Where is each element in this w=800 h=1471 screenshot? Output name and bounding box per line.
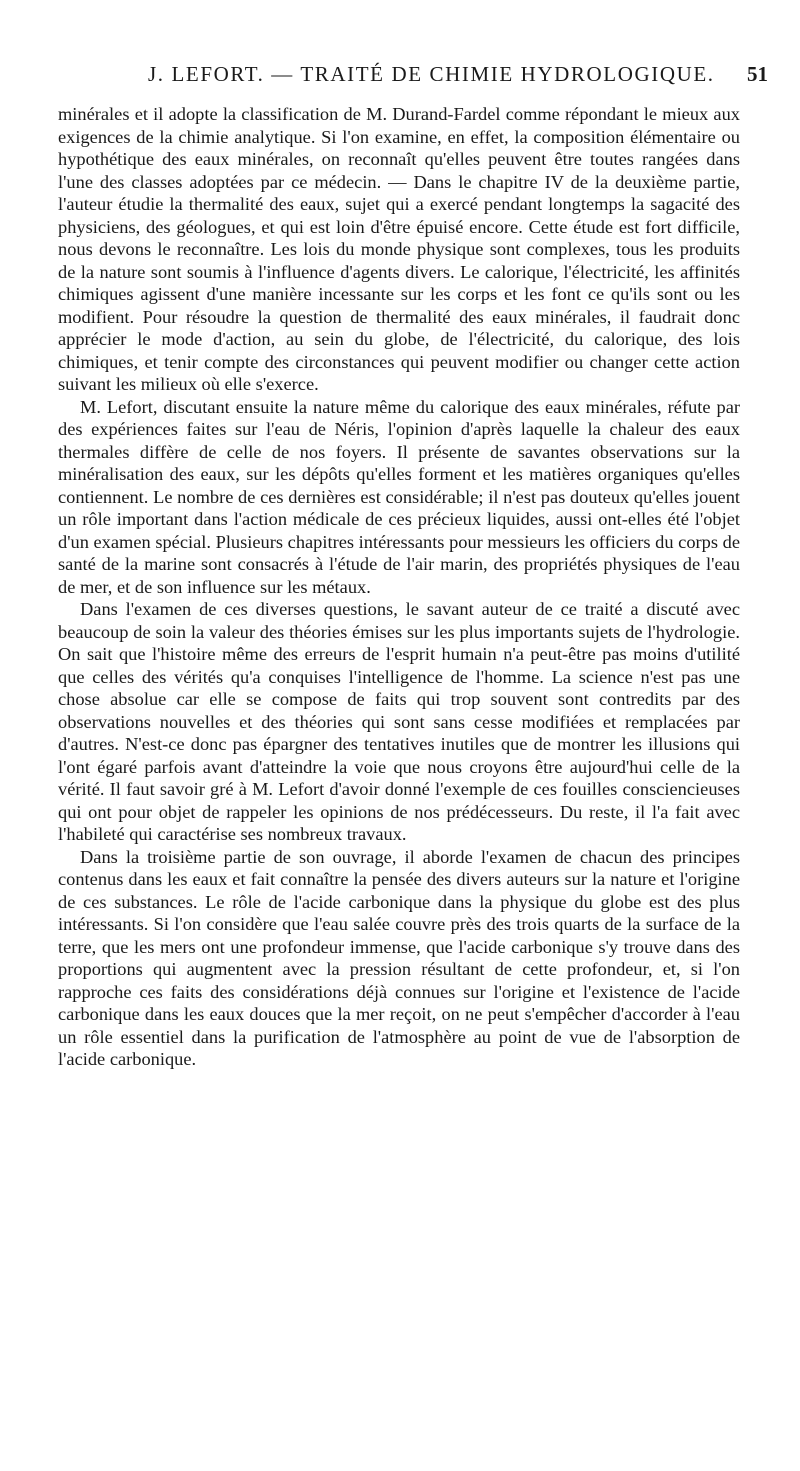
page-body [58,103,740,1071]
paragraph: M. Lefort, discutant ensuite la nature même du calorique des eaux minérales, réfute par des expériences faites sur l'eau de Néris, l'opinion d'après laquelle la chaleur des eaux thermales diffère de celle de nos foyers. Il présente de savantes observations sur la minéralisation des eaux, sur les dépôts qu'elles forment et les matières organiques qu'elles contiennent. Le nombre de ces dernières est considérable; il n'est pas douteux qu'elles jouent un rôle important dans l'action médicale de ces précieux liquides, aussi ont-elles été l'objet d'un examen spécial. Plusieurs chapitres intéressants pour messieurs les officiers du corps de santé de la marine sont consacrés à l'étude de l'air marin, des propriétés physiques de l'eau de mer, et de son influence sur les métaux. [58,396,740,597]
paragraph: Dans l'examen de ces diverses questions, le savant auteur de ce traité a discuté avec beaucoup de soin la valeur des théories émises sur les plus importants sujets de l'hydrologie. On sait que l'histoire même des erreurs de l'esprit humain n'a peut-être pas moins d'utilité que celles des vérités qu'a conquises l'intelligence de l'homme. La science n'est pas une chose absolue car elle se compose de faits qui trop souvent sont contredits par des observations nouvelles et des théories qui sont sans cesse modifiées et remplacées par d'autres. N'est-ce donc pas épargner des tentatives inutiles que de montrer les illusions qui l'ont égaré parfois avant d'atteindre la voie que nous croyons être aujourd'hui celle de la vérité. Il faut savoir gré à M. Lefort d'avoir donné l'exemple de ces fouilles consciencieuses qui ont pour objet de rappeler les opinions de nos prédécesseurs. Du reste, il l'a fait avec l'habileté qui caractérise ses nombreux travaux. [58,599,740,844]
page-header [148,62,768,96]
running-title: J. LEFORT. — TRAITÉ DE CHIMIE HYDROLOGIQUE. [148,62,715,86]
paragraph: minérales et il adopte la classification de M. Durand-Fardel comme répondant le mieux aux exigences de la chimie analytique. Si l'on examine, en effet, la composition élémentaire ou hypothétique des eaux minérales, on reconnaît qu'elles peuvent être toutes rangées dans l'une des classes adoptées par ce médecin. — Dans le chapitre IV de la deuxième partie, l'auteur étudie la thermalité des eaux, sujet qui a exercé pendant longtemps la sagacité des physiciens, des géologues, et qui est loin d'être épuisé encore. Cette étude est fort difficile, nous devons le reconnaître. Les lois du monde physique sont complexes, tous les produits de la nature sont soumis à l'influence d'agents divers. Le calorique, l'électricité, les affinités chimiques agissent d'une manière incessante sur les corps et les font ce qu'ils sont ou les modifient. Pour résoudre la question de thermalité des eaux minérales, il faudrait donc apprécier le mode d'action, au sein du globe, de l'électricité, du calorique, des lois chimiques, et tenir compte des circonstances qui peuvent modifier ou changer cette action suivant les milieux où elle s'exerce. [58,104,740,394]
page-number: 51 [747,62,768,86]
paragraph: Dans la troisième partie de son ouvrage, il aborde l'examen de chacun des principes contenus dans les eaux et fait connaître la pensée des divers auteurs sur la nature et l'origine de ces substances. Le rôle de l'acide carbonique dans la physique du globe est des plus intéressants. Si l'on considère que l'eau salée couvre près des trois quarts de la surface de la terre, que les mers ont une profondeur immense, que l'acide carbonique s'y trouve dans des proportions qui augmentent avec la pression résultant de cette profondeur, et, si l'on rapproche ces faits des considérations déjà connues sur l'origine et l'existence de l'acide carbonique dans les eaux douces que la mer reçoit, on ne peut s'empêcher d'accorder à l'eau un rôle essentiel dans la purification de l'atmosphère au point de vue de l'absorption de l'acide carbonique. [58,846,740,1069]
